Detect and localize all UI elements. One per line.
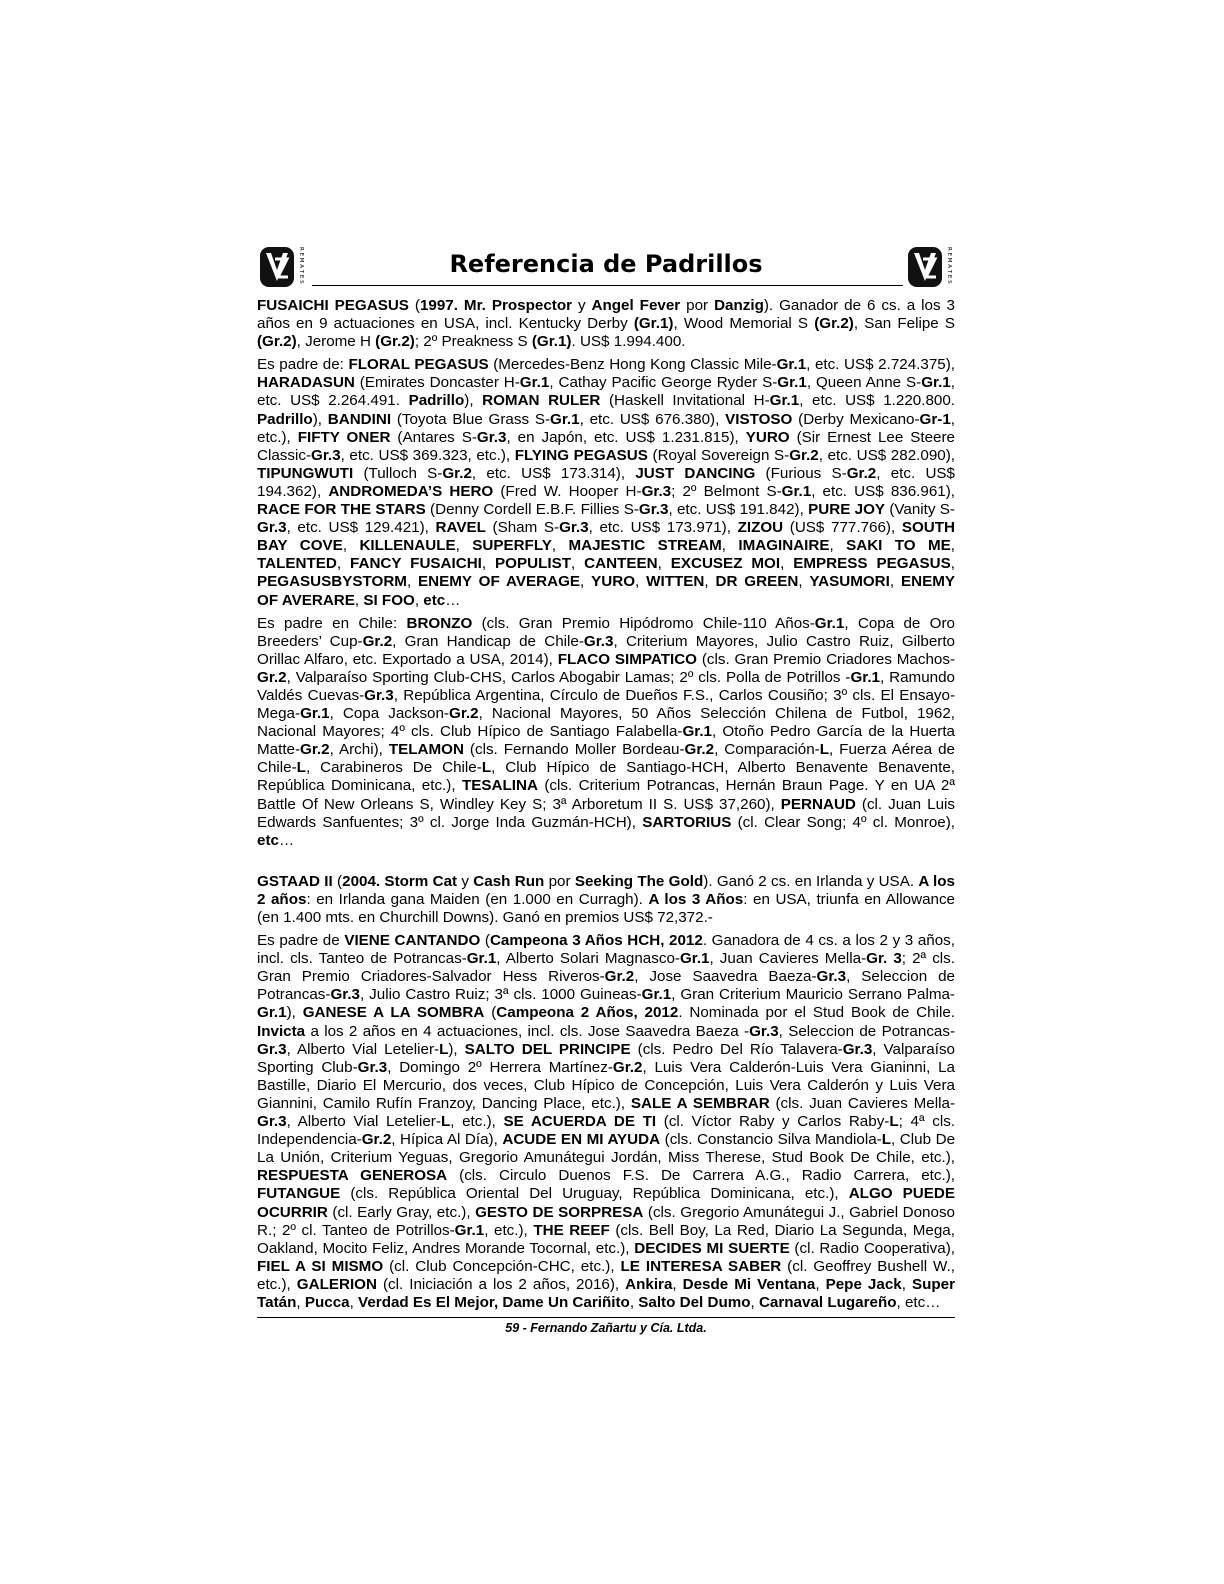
bold-text: Gr.2 xyxy=(442,464,472,482)
logo-icon xyxy=(257,244,309,290)
text-run: (cl. Club Concepción-CHC, etc.), xyxy=(383,1257,621,1275)
bold-text: DECIDES MI SUERTE xyxy=(634,1239,790,1257)
bold-text: GANESE A LA SOMBRA xyxy=(302,1004,485,1022)
bold-text: PURE JOY xyxy=(808,501,886,519)
bold-text: Salto Del Dumo xyxy=(638,1293,751,1311)
paragraph xyxy=(257,615,955,850)
bold-text: Gr.2 xyxy=(612,1058,643,1076)
text-run: Es padre de: xyxy=(257,356,349,374)
paragraph xyxy=(257,297,955,351)
text-run: (cl. Víctor Raby y Carlos Raby- xyxy=(656,1113,890,1131)
bold-text: Angel Fever xyxy=(591,297,681,314)
text-run: ( xyxy=(484,1004,497,1022)
bold-text: JUST DANCING xyxy=(635,464,756,482)
text-run: (Derby Mexicano- xyxy=(792,410,920,428)
bold-text: Gr.2 xyxy=(846,464,877,482)
text-run: , Valparaíso Sporting Club-CHS, Carlos Abogabir Lamas; 2º cls. Polla de Potrillos - xyxy=(286,668,851,686)
text-run: , Fuerza Aérea de Chile- xyxy=(257,741,955,777)
bold-text: Gr.3 xyxy=(842,1040,873,1058)
text-run: , Jerome H xyxy=(296,333,376,351)
bold-text: Gr.1 xyxy=(679,950,710,968)
bold-text: (Gr.2) xyxy=(375,333,415,351)
text-run: . Ganadora de 4 cs. a los 2 y 3 años, incl. cls. Tanteo de Potrancas- xyxy=(257,932,955,968)
bold-text: SALTO DEL PRINCIPE xyxy=(464,1040,631,1058)
text-run: (cls. Pedro Del Río Talavera- xyxy=(630,1040,843,1058)
footer-rule xyxy=(257,1317,955,1318)
bold-text: VIENE CANTANDO xyxy=(344,932,481,950)
text-run: , Gran Criterium Mauricio Serrano Palma- xyxy=(671,986,955,1004)
text-run: , xyxy=(635,573,647,591)
bold-text: EXCUSEZ MOI xyxy=(670,555,781,573)
bold-text: Campeona 3 Años HCH, 2012 xyxy=(489,932,703,950)
text-run: (cls. Bell Boy, La Red, Diario La Segunda, Mega, Oakland, Mocito Feliz, Andres Morande Tocornal, etc.), xyxy=(257,1221,955,1257)
text-run: (Mercedes-Benz Hong Kong Classic Mile- xyxy=(488,356,777,374)
bold-text: MAJESTIC STREAM xyxy=(568,537,722,555)
bold-text: RACE FOR THE STARS xyxy=(257,501,426,519)
bold-text: 1997. Mr. Prospector xyxy=(419,297,573,314)
text-run: , xyxy=(657,555,671,573)
bold-text: Cash Run xyxy=(473,872,545,890)
text-run: , Archi), xyxy=(329,741,389,759)
text-run: , Club Hípico de Santiago-HCH, Alberto Benavente Benavente, República Dominicana, etc.), xyxy=(257,759,955,795)
bold-text: Gr.1 xyxy=(776,356,807,374)
page-footer: 59 - Fernando Zañartu y Cía. Ltda. xyxy=(505,1321,707,1336)
text-run: … xyxy=(278,831,295,849)
bold-text: BANDINI xyxy=(327,410,392,428)
bold-text: Gr.2 xyxy=(449,705,479,723)
text-run: (cl. Iniciación a los 2 años, 2016), xyxy=(376,1275,626,1293)
text-run: , etc. US$ 282.090), xyxy=(818,446,955,464)
text-run: , xyxy=(798,573,810,591)
bold-text: CANTEEN xyxy=(584,555,658,573)
bold-text: Carnaval Lugareño xyxy=(758,1293,897,1311)
bold-text: L xyxy=(819,741,829,759)
page-header xyxy=(257,240,955,292)
text-run: , Queen Anne S- xyxy=(806,374,922,392)
bold-text: Gr.1 xyxy=(769,392,800,410)
bold-text: Invicta xyxy=(257,1022,306,1040)
bold-text: Pepe Jack xyxy=(825,1275,902,1293)
bold-text: Gr.1 xyxy=(777,374,807,392)
bold-text: (Gr.1) xyxy=(531,333,572,351)
bold-text: Gr.1 xyxy=(641,986,672,1004)
text-run: , Alberto Vial Letelier- xyxy=(286,1040,440,1058)
bold-text: L xyxy=(889,1113,899,1131)
text-run: ( xyxy=(332,872,343,890)
document-body xyxy=(257,292,955,1312)
text-run: , xyxy=(750,1293,759,1311)
bold-text: A los 2 años xyxy=(257,872,955,908)
text-run: , etc.), xyxy=(450,1113,504,1131)
bold-text: FLACO SIMPATICO xyxy=(557,650,697,668)
bold-text: Gr.3 xyxy=(357,1058,388,1076)
text-run: (Sham S- xyxy=(485,519,560,537)
text-run: (Toyota Blue Grass S- xyxy=(391,410,551,428)
text-run: , Luis Vera Calderón-Luis Vera Gianinni, La Bastille, Diario El Mercurio, dos veces, Club Hípico de Concepción, Luis Vera Calderón y Luis Vera Giannini, Camilo Rufín Franzoy, Dancing Place, etc.), xyxy=(257,1058,955,1112)
bold-text: Gr.3 xyxy=(330,986,361,1004)
text-run: : en USA, triunfa en Allowance (en 1.400 mts. en Churchill Downs). Ganó en premios US$ 72,372.- xyxy=(257,890,956,926)
bold-text: Ankira xyxy=(625,1275,673,1293)
text-run: , xyxy=(571,555,585,573)
text-run: , xyxy=(349,1293,359,1311)
text-run: (cls. Gregorio Amunátegui J., Gabriel Donoso R.; 2º cl. Tanteo de Potrillos- xyxy=(257,1203,955,1239)
text-run: (Furious S- xyxy=(755,464,847,482)
text-run: , Copa de Oro Breeders’ Cup- xyxy=(257,614,955,650)
text-run: , etc. US$ 676.380), xyxy=(579,410,726,428)
bold-text: Gr.3 xyxy=(559,519,589,537)
bold-text: SE ACUERDA DE TI xyxy=(503,1113,657,1131)
bold-text: GALERION xyxy=(296,1275,377,1293)
bold-text: TIPUNGWUTI xyxy=(257,464,354,482)
text-run: , Alberto Solari Magnasco- xyxy=(496,950,680,968)
bold-text: Gr.3 xyxy=(257,519,287,537)
bold-text: 2004. Storm Cat xyxy=(342,872,458,890)
text-run: , etc. US$ 1.220.800. xyxy=(799,392,956,410)
text-run: ). Ganador de 6 cs. a los 3 años en 9 actuaciones en USA, incl. Kentucky Derby xyxy=(257,297,955,333)
paragraph xyxy=(257,873,955,927)
text-run: (cl. Geoffrey Bushell W., etc.), xyxy=(257,1257,955,1293)
document-page xyxy=(257,240,955,1335)
bold-text: Gr.2 xyxy=(604,968,635,986)
text-run: ), xyxy=(448,1040,465,1058)
text-run: Es padre en Chile: xyxy=(257,614,407,632)
bold-text: Padrillo xyxy=(257,410,313,428)
text-run: (Denny Cordell E.B.F. Fillies S- xyxy=(425,501,639,519)
bold-text: Gr.3 xyxy=(638,501,669,519)
text-run: y xyxy=(457,872,474,890)
text-run: , xyxy=(296,1293,305,1311)
bold-text: (Gr.2) xyxy=(257,333,297,351)
bold-text: Gr.2 xyxy=(257,668,287,686)
text-run: , Wood Memorial S xyxy=(673,315,815,333)
bold-text: YURO xyxy=(745,428,790,446)
text-run: , Otoño Pedro García de la Huerta Matte- xyxy=(257,723,955,759)
text-run: , Juan Cavieres Mella- xyxy=(709,950,867,968)
text-run: ). Ganó 2 cs. en Irlanda y USA. xyxy=(703,872,919,890)
bold-text: Gr.2 xyxy=(300,741,330,759)
bold-text: Gr.3 xyxy=(641,482,672,500)
text-run: . US$ 1.994.400. xyxy=(571,333,686,351)
text-run: , Nacional Mayores, 50 Años Selección Chilena de Futbol, 1962, Nacional Mayores; 4º cls. Club Hípico de Santiago Falabella- xyxy=(257,705,955,741)
text-run: , etc. US$ 2.264.491. xyxy=(257,374,955,410)
bold-text: ALGO PUEDE OCURRIR xyxy=(257,1185,955,1221)
bold-text: PERNAUD xyxy=(780,795,856,813)
text-run: , xyxy=(721,537,739,555)
bold-text: Gr.3 xyxy=(749,1022,779,1040)
text-run: ), xyxy=(286,1004,303,1022)
text-run: , xyxy=(889,573,901,591)
text-run: , xyxy=(342,537,360,555)
text-run: , etc. US$ 129.421), xyxy=(286,519,436,537)
text-run: (cls. Circulo Duenos F.S. De Carrera A.G., Radio Carrera, etc.), xyxy=(447,1167,955,1185)
text-run: , xyxy=(901,1275,912,1293)
bold-text: FIFTY ONER xyxy=(297,428,391,446)
text-run: . Nominada por el Stud Book de Chile. xyxy=(678,1004,955,1022)
text-run: , Valparaíso Sporting Club- xyxy=(257,1040,956,1076)
bold-text: Gr.3 xyxy=(583,632,614,650)
logo-icon xyxy=(905,244,957,290)
bold-text: Gr.2 xyxy=(362,632,393,650)
text-run: , Hípica Al Día), xyxy=(391,1131,503,1149)
text-run: (cls. Juan Cavieres Mella- xyxy=(769,1094,955,1112)
bold-text: Gr.1 xyxy=(921,374,951,392)
text-run: , etc… xyxy=(896,1293,941,1311)
text-run: , Copa Jackson- xyxy=(329,705,449,723)
bold-text: FUTANGUE xyxy=(257,1185,341,1203)
bold-text: Danzig xyxy=(714,297,764,314)
bold-text: SUPERFLY xyxy=(472,537,552,555)
text-run: (Antares S- xyxy=(390,428,477,446)
text-run: , xyxy=(551,537,569,555)
bold-text: THE REEF xyxy=(533,1221,610,1239)
bold-text: BRONZO xyxy=(406,614,473,632)
svg-text:R E M A T E S: R E M A T E S xyxy=(298,247,304,284)
text-run: (cl. Early Gray, etc.), xyxy=(327,1203,476,1221)
text-run: , etc. US$ 173.971), xyxy=(588,519,738,537)
bold-text: TALENTED xyxy=(257,555,337,573)
bold-text: (Gr.2) xyxy=(814,315,854,333)
text-run: , Jose Saavedra Baeza- xyxy=(634,968,817,986)
text-run: , etc.), xyxy=(257,410,955,446)
text-run: , etc. US$ 173.314), xyxy=(471,464,636,482)
bold-text: ENEMY OF AVERAGE xyxy=(418,573,581,591)
text-run: , República Argentina, Círculo de Dueños F.S., Carlos Cousiño; 3º cls. El Ensayo-Mega- xyxy=(257,686,955,723)
bold-text: L xyxy=(296,759,306,777)
text-run: , etc.), xyxy=(484,1221,534,1239)
bold-text: FANCY FUSAICHI xyxy=(350,555,482,573)
bold-text: Gr-1 xyxy=(919,410,951,428)
text-run: , etc. US$ 194.362), xyxy=(257,464,955,500)
text-run: (Fred W. Hooper H- xyxy=(493,482,642,500)
bold-text: Gr. 3 xyxy=(866,950,902,968)
text-run: , Domingo 2º Herrera Martínez- xyxy=(387,1058,613,1076)
bold-text: DR GREEN xyxy=(715,573,799,591)
text-run: , Seleccion de Potrancas- xyxy=(257,968,955,1004)
bold-text: FLYING PEGASUS xyxy=(514,446,648,464)
text-run: , San Felipe S xyxy=(853,315,955,333)
bold-text: L xyxy=(439,1040,449,1058)
text-run: (cls. Fernando Moller Bordeau- xyxy=(463,741,685,759)
text-run: , etc. US$ 191.842), xyxy=(668,501,809,519)
text-run: , xyxy=(406,573,419,591)
bold-text: TESALINA xyxy=(461,777,538,795)
bold-text: A los 3 Años xyxy=(648,890,744,908)
bold-text: SALE A SEMBRAR xyxy=(630,1094,770,1112)
text-run: , Seleccion de Potrancas- xyxy=(778,1022,956,1040)
text-run: (cls. Gran Premio Criadores Machos- xyxy=(696,650,956,668)
paragraph xyxy=(257,932,955,1312)
bold-text: Gr.1 xyxy=(519,374,550,392)
text-run: , Gran Handicap de Chile- xyxy=(392,632,584,650)
bold-text: FIEL A SI MISMO xyxy=(257,1257,384,1275)
bold-text: Gr.3 xyxy=(257,1040,287,1058)
text-run: ), xyxy=(464,392,483,410)
text-run: (cl. Juan Luis Edwards Sanfuentes; 3º cl. Jorge Inda Guzmán-HCH), xyxy=(257,795,955,831)
bold-text: ROMAN RULER xyxy=(482,392,601,410)
text-run: … xyxy=(445,591,461,609)
bold-text: (Gr.1) xyxy=(633,315,674,333)
text-run: (Tulloch S- xyxy=(353,464,443,482)
bold-text: ZIZOU xyxy=(737,519,784,537)
bold-text: Gr.2 xyxy=(789,446,819,464)
text-run: ; 4ª cls. Independencia- xyxy=(257,1113,956,1149)
text-run: (cl. Radio Cooperativa), xyxy=(789,1239,955,1257)
bold-text: Gr.3 xyxy=(311,446,341,464)
bold-text: EMPRESS PEGASUS xyxy=(793,555,951,573)
text-run: , etc. US$ 2.724.375), xyxy=(806,356,956,374)
header-rule xyxy=(312,285,903,286)
bold-text: YURO xyxy=(591,573,636,591)
bold-text: Gr.1 xyxy=(850,668,881,686)
text-run: ; 2º Preakness S xyxy=(414,333,532,351)
text-run: , Alberto Vial Letelier- xyxy=(286,1113,441,1131)
bold-text: ENEMY OF AVERARE xyxy=(257,573,955,609)
bold-text: FLORAL PEGASUS xyxy=(348,356,489,374)
text-run: , xyxy=(481,555,496,573)
text-run: , xyxy=(704,573,716,591)
text-run: por xyxy=(544,872,575,890)
svg-text:R E M A T E S: R E M A T E S xyxy=(946,247,952,284)
bold-text: RESPUESTA GENEROSA xyxy=(257,1167,448,1185)
text-run: , xyxy=(580,573,592,591)
bold-text: TELAMON xyxy=(388,741,464,759)
bold-text: Campeona 2 Años, 2012 xyxy=(496,1004,679,1022)
text-run: (cls. Gran Premio Hipódromo Chile-110 Años- xyxy=(472,614,815,632)
bold-text: Gr.3 xyxy=(257,1113,287,1131)
bold-text: Gr.3 xyxy=(476,428,507,446)
bold-text: Gr.2 xyxy=(684,741,715,759)
text-run: : en Irlanda gana Maiden (en 1.000 en Curragh). xyxy=(306,890,649,908)
text-run: ( xyxy=(480,932,490,950)
bold-text: Gr.1 xyxy=(781,482,812,500)
text-run: , xyxy=(455,537,473,555)
bold-text: L xyxy=(881,1131,892,1149)
bold-text: POPULIST xyxy=(495,555,571,573)
text-run: , xyxy=(815,1275,826,1293)
text-run: , xyxy=(672,1275,683,1293)
text-run: (Emirates Doncaster H- xyxy=(354,374,520,392)
bold-text: etc xyxy=(423,591,446,609)
bold-text: ACUDE EN MI AYUDA xyxy=(502,1131,661,1149)
bold-text: Verdad Es El Mejor, Dame Un Cariñito xyxy=(358,1293,630,1311)
bold-text: GSTAAD II xyxy=(257,872,333,890)
text-run: (cls. Constancio Silva Mandiola- xyxy=(660,1131,882,1149)
text-run: , en Japón, etc. US$ 1.231.815), xyxy=(506,428,746,446)
bold-text: Pucca xyxy=(304,1293,350,1311)
bold-text: Gr.1 xyxy=(257,1004,287,1022)
text-run: y xyxy=(572,297,592,314)
text-run: (Haskell Invitational H- xyxy=(600,392,770,410)
bold-text: Desde Mi Ventana xyxy=(682,1275,816,1293)
text-run: , xyxy=(829,537,847,555)
text-run: (Sir Ernest Lee Steere Classic- xyxy=(257,428,955,464)
bold-text: HARADASUN xyxy=(257,374,355,392)
bold-text: LE INTERESA SABER xyxy=(620,1257,782,1275)
bold-text: L xyxy=(440,1113,451,1131)
text-run: ( xyxy=(408,297,420,314)
bold-text: Gr.1 xyxy=(466,950,497,968)
bold-text: SOUTH BAY COVE xyxy=(257,519,955,555)
bold-text: YASUMORI xyxy=(809,573,890,591)
text-run: (Vanity S- xyxy=(885,501,955,519)
text-run: , Comparación- xyxy=(714,741,820,759)
bold-text: FUSAICHI PEGASUS xyxy=(257,297,409,314)
text-run: , xyxy=(780,555,794,573)
bold-text: SI FOO xyxy=(363,591,415,609)
page-title: Referencia de Padrillos xyxy=(449,250,763,278)
text-run: por xyxy=(680,297,715,314)
text-run: ; 2º Belmont S- xyxy=(671,482,782,500)
text-run: a los 2 años en 4 actuaciones, incl. cls. Jose Saavedra Baeza - xyxy=(305,1022,750,1040)
bold-text: PEGASUSBYSTORM xyxy=(257,573,407,591)
text-run: Es padre de xyxy=(257,932,345,950)
text-run: (cls. República Oriental Del Uruguay, República Dominicana, etc.), xyxy=(340,1185,849,1203)
text-run: , xyxy=(336,555,351,573)
bold-text: SARTORIUS xyxy=(642,813,732,831)
bold-text: Gr.1 xyxy=(300,705,330,723)
bold-text: Seeking The Gold xyxy=(574,872,704,890)
bold-text: Gr.1 xyxy=(814,614,845,632)
bold-text: etc xyxy=(257,831,279,849)
bold-text: Gr.3 xyxy=(816,968,847,986)
text-run: , Julio Castro Ruiz; 3ª cls. 1000 Guineas- xyxy=(360,986,642,1004)
bold-text: Super Tatán xyxy=(257,1275,955,1311)
text-run: (cl. Clear Song; 4º cl. Monroe), xyxy=(731,813,955,831)
text-run: , etc. US$ 836.961), xyxy=(811,482,955,500)
text-run: , xyxy=(354,591,364,609)
bold-text: Gr.1 xyxy=(682,723,713,741)
text-run: , xyxy=(950,537,955,555)
text-run: , Carabineros De Chile- xyxy=(305,759,482,777)
bold-text: KILLENAULE xyxy=(359,537,456,555)
text-run: , Criterium Mayores, Julio Castro Ruiz, Gilberto Orillac Alfaro, etc. Exportado a USA, 2014), xyxy=(257,632,956,668)
text-run: , xyxy=(629,1293,639,1311)
bold-text: SAKI TO ME xyxy=(846,537,951,555)
text-run: , xyxy=(414,591,424,609)
bold-text: Gr.2 xyxy=(361,1131,392,1149)
text-run: , Cathay Pacific George Ryder S- xyxy=(549,374,778,392)
paragraph xyxy=(257,356,955,609)
text-run: (US$ 777.766), xyxy=(783,519,902,537)
text-run: (cls. Criterium Potrancas, Hernán Braun Page. Y en UA 2ª Battle Of New Orleans S, Windley Key S; 3ª Arboretum II S. US$ 37,260), xyxy=(257,777,956,813)
bold-text: L xyxy=(481,759,492,777)
bold-text: Gr.3 xyxy=(364,686,394,704)
bold-text: Padrillo xyxy=(408,392,465,410)
text-run: , Club De La Unión, Criterium Yeguas, Gregorio Amunátegui Jordán, Miss Therese, Stud Book De Chile, etc.), xyxy=(257,1131,956,1167)
bold-text: WITTEN xyxy=(646,573,705,591)
bold-text: IMAGINAIRE xyxy=(738,537,830,555)
text-run: , Ramundo Valdés Cuevas- xyxy=(257,668,955,704)
text-run: , etc. US$ 369.323, etc.), xyxy=(340,446,515,464)
text-run: ; 2ª cls. Gran Premio Criadores-Salvador Hess Riveros- xyxy=(257,950,955,986)
bold-text: Gr.1 xyxy=(454,1221,485,1239)
bold-text: ANDROMEDA’S HERO xyxy=(328,482,494,500)
bold-text: RAVEL xyxy=(435,519,486,537)
text-run: (Royal Sovereign S- xyxy=(647,446,790,464)
bold-text: Gr.1 xyxy=(550,410,580,428)
text-run: ), xyxy=(312,410,328,428)
bold-text: VISTOSO xyxy=(725,410,793,428)
text-run: , xyxy=(950,555,955,573)
bold-text: GESTO DE SORPRESA xyxy=(475,1203,644,1221)
